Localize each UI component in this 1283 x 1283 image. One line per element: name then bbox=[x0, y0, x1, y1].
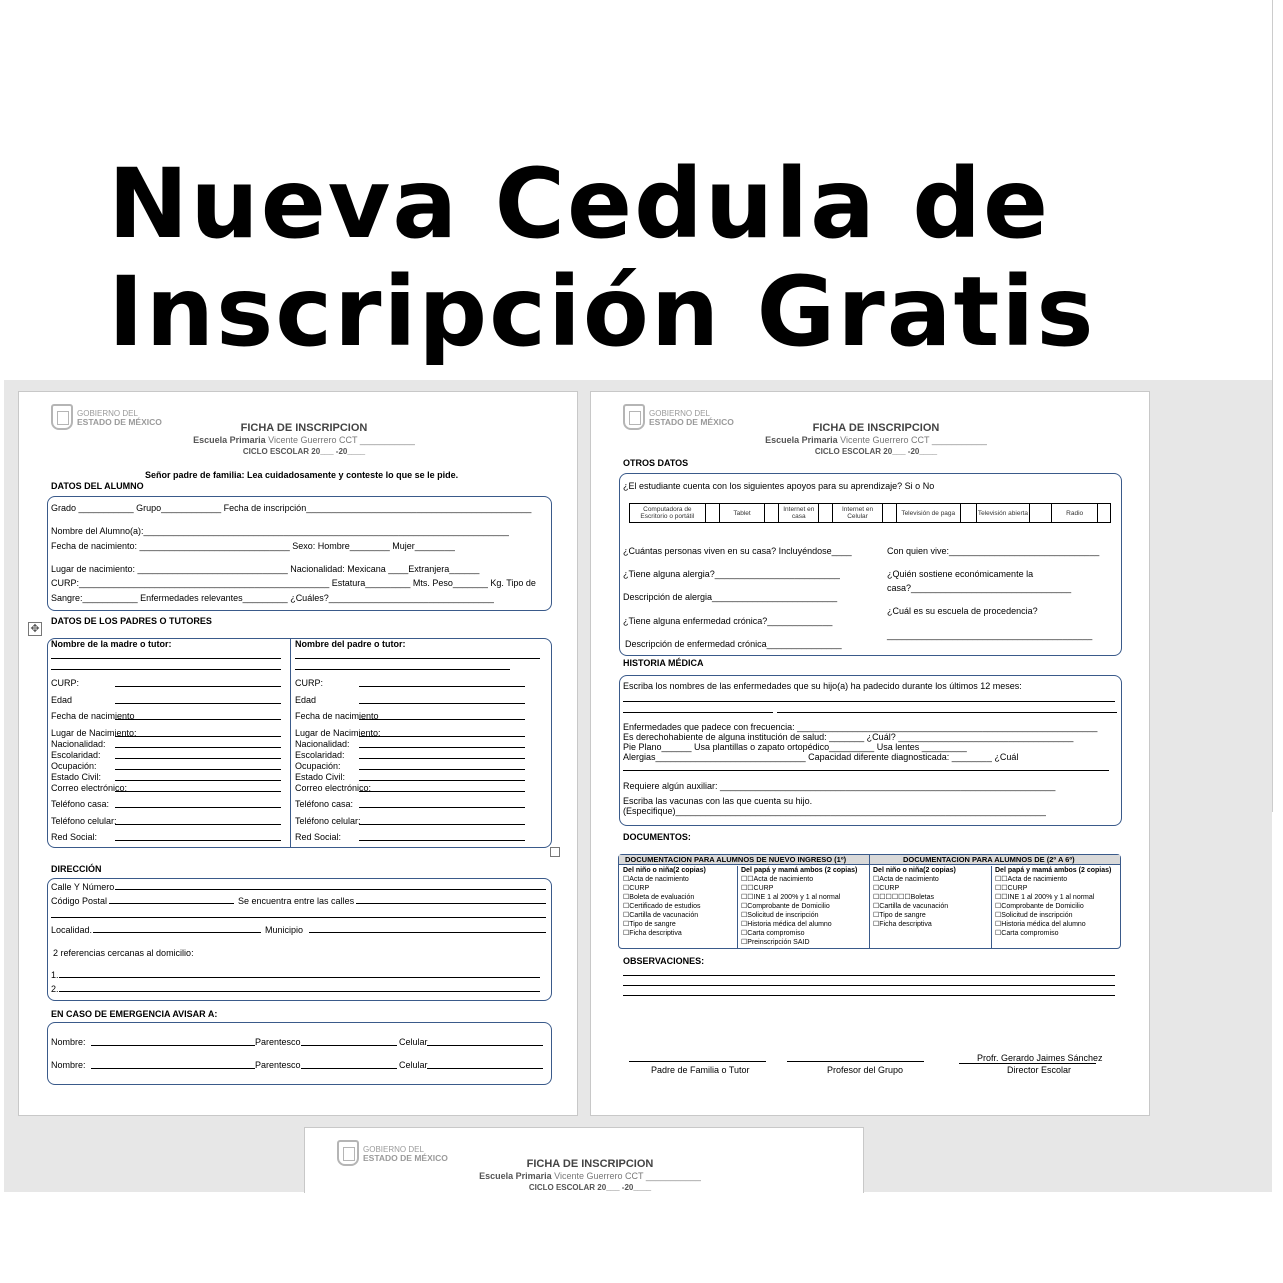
documento-checkbox-item[interactable]: ☐CURP bbox=[873, 885, 900, 892]
government-logo: GOBIERNO DEL ESTADO DE MÉXICO bbox=[337, 1140, 467, 1168]
apoyo-checkbox[interactable] bbox=[883, 504, 897, 522]
padre-field-label: Escolaridad: bbox=[295, 750, 345, 760]
otros-question[interactable]: casa?________________________________ bbox=[887, 583, 1072, 593]
padre-field-label: Nacionalidad: bbox=[295, 739, 350, 749]
form-header: FICHA DE INSCRIPCION Escuela Primaria Vicente Guerrero CCT ___________ CICLO ESCOLAR 20___ -20____ bbox=[479, 1158, 701, 1192]
alumno-line[interactable]: Sangre:___________ Enfermedades relevantes_________ ¿Cuáles?_________________________________ bbox=[51, 593, 494, 603]
emergencia-parentesco-label: Parentesco bbox=[255, 1060, 301, 1070]
padre-field-label: CURP: bbox=[295, 678, 324, 688]
padre-field-input[interactable] bbox=[359, 791, 525, 792]
municipio-label: Municipio bbox=[265, 925, 304, 935]
otros-question[interactable]: Descripción de enfermedad crónica_______________ bbox=[625, 639, 842, 649]
localidad-field[interactable] bbox=[93, 932, 261, 933]
documento-checkbox-item[interactable]: ☐Solicitud de inscripción bbox=[741, 912, 819, 919]
documento-checkbox-item[interactable]: ☐Acta de nacimiento bbox=[873, 876, 939, 883]
padre-field-input[interactable] bbox=[359, 769, 525, 770]
apoyo-checkbox[interactable] bbox=[1030, 504, 1052, 522]
referencia-2-field[interactable] bbox=[59, 991, 540, 992]
documentos-table: DOCUMENTACION PARA ALUMNOS DE NUEVO INGRESO (1º) DOCUMENTACION PARA ALUMNOS DE (2º A 6º) Del niño o niña(2 copias) ☐Acta de nacimiento ☐CURP ☐Boleta de evaluación ☐Certificado de estudios ☐Cartilla de vacunación ☐Tipo de sangre ☐Ficha descriptiva Del papá y mamá ambos (2 copias) ☐☐Acta de nacimiento ☐☐CURP ☐☐INE 1 al 200% y 1 al normal ☐Comprobante de Domicilio ☐Solicitud de inscripción ☐Historia médica del alumno ☐Carta compromiso ☐Preinscripción SAID Del niño o niña(2 copias) ☐Acta de nacimiento ☐CURP ☐☐☐☐☐☐Boletas ☐Cartilla de vacunación ☐Tipo de sangre ☐Ficha descriptiva Del papá y mamá ambos (2 copias) ☐☐Acta de nacimiento ☐☐CURP ☐☐INE 1 al 200% y 1 al normal ☐Comprobante de Domicilio ☐Solicitud de inscripción ☐Historia médica del alumno ☐Carta compromiso bbox=[618, 854, 1121, 949]
emergencia-celular-field[interactable] bbox=[427, 1045, 543, 1046]
documento-checkbox-item[interactable]: ☐Tipo de sangre bbox=[873, 912, 926, 919]
madre-label: Nombre de la madre o tutor: bbox=[51, 639, 172, 649]
apoyo-checkbox[interactable] bbox=[961, 504, 977, 522]
firma-line[interactable] bbox=[787, 1061, 924, 1062]
padre-field-input[interactable] bbox=[359, 719, 525, 720]
madre-field-label: Red Social: bbox=[51, 832, 98, 842]
referencias-label: 2 referencias cercanas al domicilio: bbox=[53, 948, 194, 958]
historia-line[interactable]: Alergias______________________________ Capacidad diferente diagnosticada: ________ ¿Cuál bbox=[623, 752, 1019, 762]
cp-field[interactable] bbox=[109, 903, 234, 904]
documento-checkbox-item[interactable]: ☐☐Acta de nacimiento bbox=[741, 876, 814, 883]
documento-checkbox-item[interactable]: ☐Ficha descriptiva bbox=[873, 921, 932, 928]
scroll-edge bbox=[1272, 0, 1283, 812]
madre-field-label: Teléfono casa: bbox=[51, 799, 110, 809]
padre-field-input[interactable] bbox=[359, 758, 525, 759]
documento-checkbox-item[interactable]: ☐Carta compromiso bbox=[741, 930, 805, 937]
historia-line: Escriba las vacunas con las que cuenta su hijo. bbox=[623, 796, 813, 806]
documento-checkbox-item[interactable]: ☐Comprobante de Domicilio bbox=[741, 903, 830, 910]
documento-checkbox-item[interactable]: ☐Comprobante de Domicilio bbox=[995, 903, 1084, 910]
documento-checkbox-item[interactable]: ☐Carta compromiso bbox=[995, 930, 1059, 937]
madre-field-label: Lugar de Nacimiento: bbox=[51, 728, 137, 738]
apoyos-question: ¿El estudiante cuenta con los siguientes apoyos para su aprendizaje? Si o No bbox=[623, 481, 935, 491]
intro-text: Señor padre de familia: Lea cuidadosamente y conteste lo que se le pide. bbox=[145, 470, 459, 480]
government-logo: GOBIERNO DEL ESTADO DE MÉXICO bbox=[51, 404, 181, 432]
documentos-col-header: Del papá y mamá ambos (2 copias) bbox=[995, 867, 1112, 874]
emergencia-celular-label: Celular bbox=[399, 1037, 428, 1047]
madre-field-label: Fecha de nacimiento bbox=[51, 711, 135, 721]
emergencia-nombre-label: Nombre: bbox=[51, 1060, 86, 1070]
padre-field-input[interactable] bbox=[359, 840, 525, 841]
padre-field-input[interactable] bbox=[359, 686, 525, 687]
section-otros: OTROS DATOS bbox=[623, 458, 689, 468]
table-move-handle-icon[interactable]: ✥ bbox=[28, 622, 42, 636]
madre-field-input[interactable] bbox=[115, 758, 281, 759]
documento-checkbox-item[interactable]: ☐☐Acta de nacimiento bbox=[995, 876, 1068, 883]
otros-question[interactable]: ¿Cuántas personas viven en su casa? Incluyéndose____ bbox=[623, 546, 852, 556]
otros-question[interactable]: ¿Tiene alguna enfermedad crónica?_____________ bbox=[623, 616, 833, 626]
padre-field-input[interactable] bbox=[359, 736, 525, 737]
padre-field-label: Estado Civil: bbox=[295, 772, 346, 782]
page-2 bbox=[590, 391, 1150, 1116]
apoyos-table bbox=[629, 503, 1111, 523]
alumno-line[interactable]: Grado ___________ Grupo____________ Fecha de inscripción_____________________________________________ bbox=[51, 503, 532, 513]
padre-field-input[interactable] bbox=[359, 780, 525, 781]
historia-line: Escriba los nombres de las enfermedades que su hijo(a) ha padecido durante los últimos 12 meses: bbox=[623, 681, 1022, 691]
table-resize-handle-icon[interactable] bbox=[550, 847, 560, 857]
madre-field-input[interactable] bbox=[115, 686, 281, 687]
padres-divider bbox=[290, 639, 291, 847]
alumno-line[interactable]: Lugar de nacimiento: ______________________________ Nacionalidad: Mexicana ____Extranjera______ bbox=[51, 564, 480, 574]
firma-padre-label: Padre de Familia o Tutor bbox=[651, 1065, 750, 1075]
cp-label: Código Postal bbox=[51, 896, 108, 906]
emergencia-nombre-label: Nombre: bbox=[51, 1037, 86, 1047]
madre-field-input[interactable] bbox=[115, 703, 281, 704]
documento-checkbox-item[interactable]: ☐☐CURP bbox=[995, 885, 1028, 892]
firma-line[interactable] bbox=[959, 1063, 1096, 1064]
historia-line[interactable]: Requiere algún auxiliar: ___________________________________________________________________ bbox=[623, 781, 1056, 791]
section-direccion: DIRECCIÓN bbox=[51, 864, 102, 874]
padre-field-input[interactable] bbox=[359, 747, 525, 748]
apoyo-checkbox[interactable] bbox=[1098, 504, 1110, 522]
referencia-1-field[interactable] bbox=[59, 977, 540, 978]
documento-checkbox-item[interactable]: ☐Certificado de estudios bbox=[623, 903, 701, 910]
apoyo-label: Internet en Celular bbox=[833, 504, 883, 522]
documentos-col-header: Del papá y mamá ambos (2 copias) bbox=[741, 867, 858, 874]
padre-field-label: Fecha de nacimiento bbox=[295, 711, 379, 721]
madre-field-label: Teléfono celular: bbox=[51, 816, 117, 826]
padre-field-input[interactable] bbox=[359, 824, 525, 825]
madre-field-label: Nacionalidad: bbox=[51, 739, 106, 749]
emergencia-parentesco-label: Parentesco bbox=[255, 1037, 301, 1047]
entre-calles-field[interactable] bbox=[356, 903, 546, 904]
municipio-field[interactable] bbox=[309, 932, 546, 933]
otros-question[interactable]: Con quien vive:______________________________ bbox=[887, 546, 1100, 556]
documento-checkbox-item[interactable]: ☐Cartilla de vacunación bbox=[873, 903, 949, 910]
alumno-line[interactable]: CURP:__________________________________________________ Estatura_________ Mts. Peso_______ Kg. Tipo de bbox=[51, 578, 536, 588]
firma-profesor-label: Profesor del Grupo bbox=[827, 1065, 904, 1075]
emblem-icon bbox=[337, 1140, 359, 1166]
calle-label: Calle Y Número bbox=[51, 882, 115, 892]
observaciones-line[interactable] bbox=[623, 985, 1115, 986]
documento-checkbox-item[interactable]: ☐CURP bbox=[623, 885, 650, 892]
section-observaciones: OBSERVACIONES: bbox=[623, 956, 705, 966]
calle-field[interactable] bbox=[115, 889, 546, 890]
apoyo-label: Computadora de Escritorio o portátil bbox=[630, 504, 706, 522]
government-logo: GOBIERNO DEL ESTADO DE MÉXICO bbox=[623, 404, 753, 432]
emergencia-parentesco-field[interactable] bbox=[301, 1045, 397, 1046]
otros-box bbox=[619, 473, 1122, 656]
padre-field-input[interactable] bbox=[359, 703, 525, 704]
emergencia-celular-field[interactable] bbox=[427, 1068, 543, 1069]
observaciones-line[interactable] bbox=[623, 975, 1115, 976]
documento-checkbox-item[interactable]: ☐☐CURP bbox=[741, 885, 774, 892]
madre-field-label: Edad bbox=[51, 695, 73, 705]
historia-line[interactable]: Pie Plano______ Usa plantillas o zapato ortopédico_________ Usa lentes _________ bbox=[623, 742, 967, 752]
historia-line[interactable]: Enfermedades que padece con frecuencia: ____________________________________________________________ bbox=[623, 722, 1098, 732]
emergencia-nombre-field[interactable] bbox=[91, 1045, 255, 1046]
padre-field-label: Edad bbox=[295, 695, 317, 705]
madre-field-input[interactable] bbox=[115, 747, 281, 748]
section-alumno: DATOS DEL ALUMNO bbox=[51, 481, 144, 491]
historia-line[interactable]: (Especifique)__________________________________________________________________________ bbox=[623, 806, 1046, 816]
padre-field-label: Teléfono casa: bbox=[295, 799, 354, 809]
apoyo-label: Radio bbox=[1052, 504, 1098, 522]
madre-field-label: Estado Civil: bbox=[51, 772, 102, 782]
madre-field-label: Ocupación: bbox=[51, 761, 97, 771]
madre-field-input[interactable] bbox=[115, 840, 281, 841]
firma-director-label: Director Escolar bbox=[1007, 1065, 1072, 1075]
documentos-col-4 bbox=[995, 866, 1117, 938]
emergencia-box bbox=[47, 1022, 552, 1085]
documento-checkbox-item[interactable]: ☐Preinscripción SAID bbox=[741, 939, 810, 946]
section-padres: DATOS DE LOS PADRES O TUTORES bbox=[51, 616, 212, 626]
alumno-line[interactable]: Fecha de nacimiento: ______________________________ Sexo: Hombre________ Mujer________ bbox=[51, 541, 455, 551]
apoyo-label: Televisión abierta bbox=[977, 504, 1031, 522]
documento-checkbox-item[interactable]: ☐Tipo de sangre bbox=[623, 921, 676, 928]
page-3 bbox=[304, 1127, 864, 1193]
observaciones-line[interactable] bbox=[623, 995, 1115, 996]
section-documentos: DOCUMENTOS: bbox=[623, 832, 691, 842]
otros-question[interactable]: ¿Tiene alguna alergia?_________________________ bbox=[623, 569, 840, 579]
apoyo-checkbox[interactable] bbox=[765, 504, 779, 522]
emblem-icon bbox=[623, 404, 645, 430]
madre-field-label: CURP: bbox=[51, 678, 80, 688]
apoyo-label: Televisión de paga bbox=[897, 504, 961, 522]
padre-field-label: Lugar de Nacimiento: bbox=[295, 728, 381, 738]
padre-field-label: Ocupación: bbox=[295, 761, 341, 771]
otros-question: ¿Quién sostiene económicamente la bbox=[887, 569, 1034, 579]
form-header: FICHA DE INSCRIPCION Escuela Primaria Vicente Guerrero CCT ___________ CICLO ESCOLAR 20___ -20____ bbox=[765, 422, 987, 456]
localidad-label: Localidad. bbox=[51, 925, 93, 935]
documento-checkbox-item[interactable]: ☐Boleta de evaluación bbox=[623, 894, 695, 901]
apoyo-label: Tablet bbox=[720, 504, 766, 522]
historia-line[interactable]: Es derechohabiente de alguna institución de salud: _______ ¿Cuál? ___________________________________ bbox=[623, 732, 1074, 742]
form-header: FICHA DE INSCRIPCION Escuela Primaria Vicente Guerrero CCT ___________ CICLO ESCOLAR 20___ -20____ bbox=[193, 422, 415, 456]
documento-checkbox-item[interactable]: ☐☐☐☐☐☐Boletas bbox=[873, 894, 935, 901]
documento-checkbox-item[interactable]: ☐Acta de nacimiento bbox=[623, 876, 689, 883]
madre-field-input[interactable] bbox=[115, 791, 281, 792]
padre-label: Nombre del padre o tutor: bbox=[295, 639, 406, 649]
documento-checkbox-item[interactable]: ☐Solicitud de inscripción bbox=[995, 912, 1073, 919]
entre-calles-label: Se encuentra entre las calles bbox=[238, 896, 355, 906]
apoyo-checkbox[interactable] bbox=[819, 504, 833, 522]
documento-checkbox-item[interactable]: ☐Ficha descriptiva bbox=[623, 930, 682, 937]
director-name: Profr. Gerardo Jaimes Sánchez bbox=[977, 1053, 1103, 1063]
alumno-line[interactable]: Nombre del Alumno(a):_________________________________________________________________________ bbox=[51, 526, 509, 536]
padre-field-label: Correo electrónico: bbox=[295, 783, 372, 793]
madre-field-input[interactable] bbox=[115, 719, 281, 720]
apoyo-checkbox[interactable] bbox=[706, 504, 720, 522]
documentos-col-1 bbox=[623, 866, 706, 938]
padre-field-label: Red Social: bbox=[295, 832, 342, 842]
documentos-col-header: Del niño o niña(2 copias) bbox=[873, 867, 956, 874]
hero-title: Nueva Cedula de Inscripción Gratis bbox=[108, 148, 1096, 368]
otros-question: ¿Cuál es su escuela de procedencia? bbox=[887, 606, 1038, 616]
documentos-col-3 bbox=[873, 866, 956, 929]
documento-checkbox-item[interactable]: ☐Cartilla de vacunación bbox=[623, 912, 699, 919]
section-emergencia: EN CASO DE EMERGENCIA AVISAR A: bbox=[51, 1009, 218, 1019]
section-historia: HISTORIA MÉDICA bbox=[623, 658, 704, 668]
hero-banner bbox=[4, 0, 1272, 380]
madre-field-label: Escolaridad: bbox=[51, 750, 101, 760]
emergencia-parentesco-field[interactable] bbox=[301, 1068, 397, 1069]
emergencia-nombre-field[interactable] bbox=[91, 1068, 255, 1069]
madre-field-input[interactable] bbox=[115, 769, 281, 770]
madre-field-label: Correo electrónico: bbox=[51, 783, 128, 793]
madre-field-input[interactable] bbox=[115, 736, 281, 737]
madre-field-input[interactable] bbox=[115, 824, 281, 825]
padre-field-label: Teléfono celular: bbox=[295, 816, 361, 826]
documento-checkbox-item[interactable]: ☐☐INE 1 al 200% y 1 al normal bbox=[741, 894, 841, 901]
apoyo-label: Internet en casa bbox=[779, 504, 819, 522]
emblem-icon bbox=[51, 404, 73, 430]
documento-checkbox-item[interactable]: ☐☐INE 1 al 200% y 1 al normal bbox=[995, 894, 1095, 901]
emergencia-celular-label: Celular bbox=[399, 1060, 428, 1070]
madre-field-input[interactable] bbox=[115, 780, 281, 781]
documentos-col-2 bbox=[741, 866, 857, 947]
page-1: GOBIERNO DEL ESTADO DE MÉXICO FICHA DE INSCRIPCION Escuela Primaria Vicente Guerrero CCT ___________ CICLO ESCOLAR 20___ -20____ Señor padre de familia: Lea cuidadosamente y conteste lo que se le pide. DATOS DEL ALUMNO Grado ___________ Grupo____________ Fecha de inscripción_____________________________________________ Nombre del Alumno(a):_________________________________________________________________________ Fecha de nacimiento: ______________________________ Sexo: Hombre________ Mujer________ Lugar de nacimiento: ______________________________ Nacionalidad: Mexicana ____Extranjera______ CURP:__________________________________________________ Estatura_________ Mts. Peso_______ Kg. Tipo de Sangre:___________ Enfermedades relevantes_________ ¿Cuáles?_________________________________ DATOS DE LOS PADRES O TUTORES Nombre de la madre o tutor: Nombre del padre o tutor: DIRECCIÓN Calle Y Número Código Postal Se encuentra entre las calles Localidad. Municipio 2 referencias cercanas al domicilio: 1. 2. EN CASO DE EMERGENCIA AVISAR A: CURP: CURP: Edad Edad Fecha de nacimiento Fecha de nacimiento Lugar de Nacimiento: Lugar de Nacimiento: Nacionalidad: Nacionalidad: Escolaridad: Escolaridad: Ocupación: Ocupación: Estado Civil: Estado Civil: Correo electrónico: Correo electrónico: Teléfono casa: Teléfono casa: Teléfono celular: Teléfono celular: Red Social: Red Social: Nombre: Parentesco Celular Nombre: Parentesco Celular bbox=[18, 391, 578, 1116]
firma-line[interactable] bbox=[629, 1061, 766, 1062]
documento-checkbox-item[interactable]: ☐Historia médica del alumno bbox=[741, 921, 832, 928]
padre-field-input[interactable] bbox=[359, 807, 525, 808]
documentos-col-header: Del niño o niña(2 copias) bbox=[623, 867, 706, 874]
documento-checkbox-item[interactable]: ☐Historia médica del alumno bbox=[995, 921, 1086, 928]
otros-question[interactable]: _________________________________________ bbox=[887, 630, 1093, 640]
madre-field-input[interactable] bbox=[115, 807, 281, 808]
otros-question[interactable]: Descripción de alergia_________________________ bbox=[623, 592, 838, 602]
